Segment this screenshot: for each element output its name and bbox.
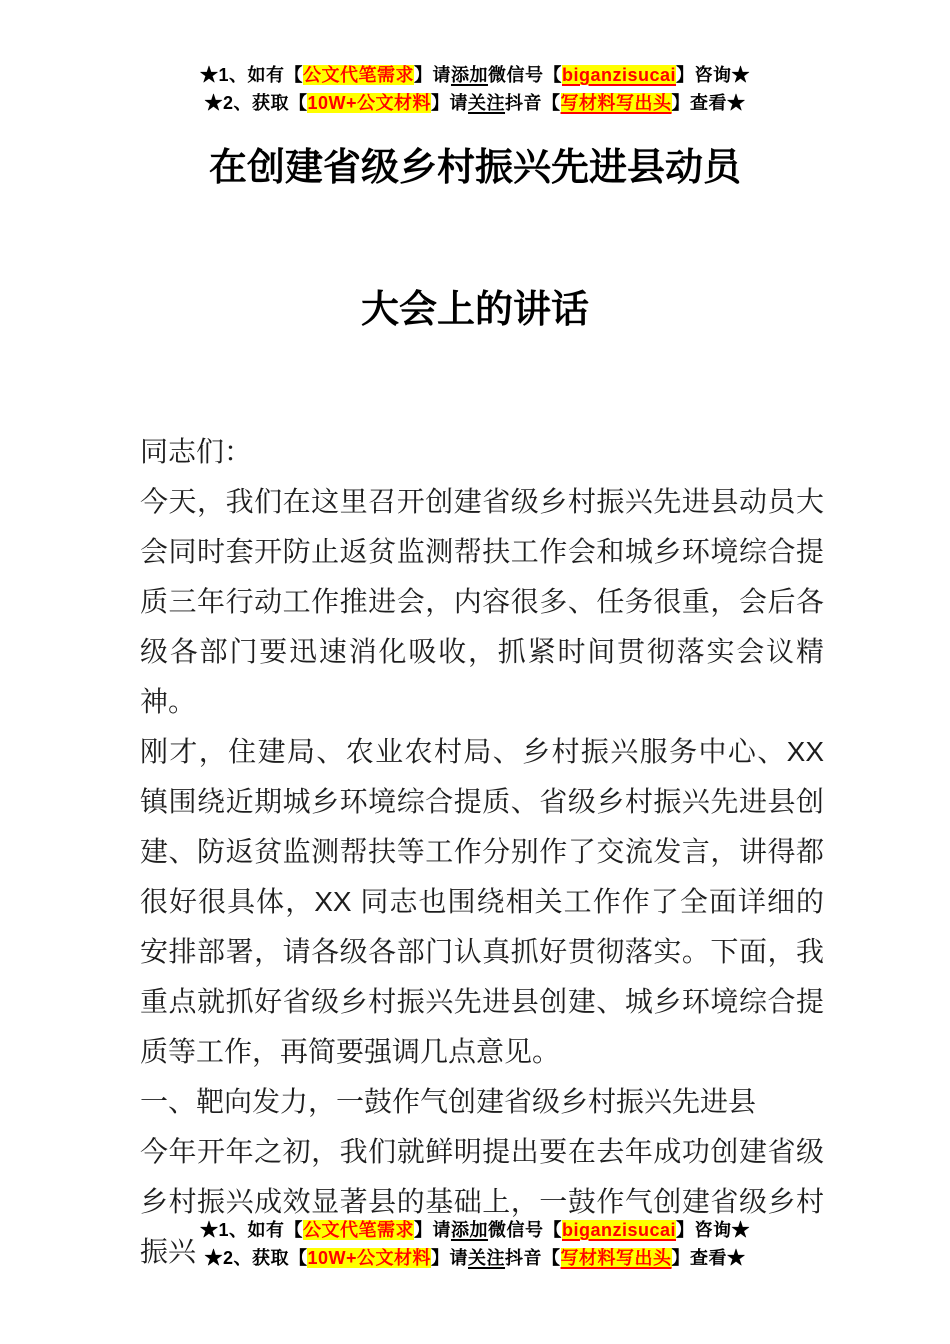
promo-highlight-text: 10W+公文材料 [307, 93, 432, 113]
promo-highlight-text: 写材料写出头 [560, 1248, 672, 1268]
promo-header [0, 61, 950, 117]
promo-text: 抖音【 [505, 1248, 561, 1268]
promo-text: 微信号【 [487, 65, 562, 85]
promo-text: 微信号【 [487, 1220, 562, 1240]
promo-line-1 [0, 61, 950, 89]
promo-text: 抖音【 [505, 93, 561, 113]
promo-text: 】请 [431, 1248, 469, 1268]
promo-highlight-text: 写材料写出头 [560, 93, 672, 113]
promo-text: ★1、如有【 [199, 65, 303, 85]
body-paragraph: 今年开年之初，我们就鲜明提出要在去年成功创建省级乡村振兴成效显著县的基础上，一鼓作气创建省级乡村振兴 [140, 1136, 824, 1267]
promo-highlight-text: 公文代笔需求 [302, 1220, 414, 1240]
promo-text: 】咨询★ [676, 1220, 751, 1240]
promo-text: 关注 [468, 93, 506, 113]
promo-text: ★2、获取【 [204, 1248, 308, 1268]
promo-line-1 [0, 1216, 950, 1244]
promo-text: 关注 [468, 1248, 506, 1268]
promo-text: ★2、获取【 [204, 93, 308, 113]
promo-highlight-text: biganzisucai [561, 1220, 677, 1240]
promo-text: 】请 [413, 65, 451, 85]
promo-line-2 [0, 1244, 950, 1272]
promo-text: 】请 [413, 1220, 451, 1240]
promo-highlight-text: biganzisucai [561, 65, 677, 85]
promo-highlight-text: 公文代笔需求 [302, 65, 414, 85]
promo-footer [0, 1216, 950, 1272]
body-paragraph: 刚才，住建局、农业农村局、乡村振兴服务中心、XX 镇围绕近期城乡环境综合提质、省级乡村振兴先进县创建、防返贫监测帮扶等工作分别作了交流发言，讲得都很好很具体，XX 同志也围绕相关工作作了全面详细的安排部署，请各级各部门认真抓好贯彻落实。下面，我重点就抓好省级乡村振兴先进县创建、城乡环境综合提质等工作，再简要强调几点意见。 [140, 736, 824, 1067]
promo-text: 添加 [450, 65, 488, 85]
doc-body [140, 427, 824, 1277]
promo-text: 】咨询★ [676, 65, 751, 85]
promo-text: 】查看★ [671, 1248, 746, 1268]
promo-text: 】请 [431, 93, 469, 113]
promo-text: 】查看★ [671, 93, 746, 113]
promo-text: ★1、如有【 [199, 1220, 303, 1240]
promo-line-2 [0, 89, 950, 117]
promo-highlight-text: 10W+公文材料 [307, 1248, 432, 1268]
doc-title-line-2: 大会上的讲话 [360, 289, 589, 331]
body-paragraph: 同志们： [140, 436, 253, 467]
body-paragraph: 今天，我们在这里召开创建省级乡村振兴先进县动员大会同时套开防止返贫监测帮扶工作会和城乡环境综合提质三年行动工作推进会，内容很多、任务很重，会后各级各部门要迅速消化吸收，抓紧时间贯彻落实会议精神。 [140, 486, 824, 717]
promo-text: 添加 [450, 1220, 488, 1240]
doc-title-line-1: 在创建省级乡村振兴先进县动员 [208, 147, 741, 189]
body-section-heading: 一、靶向发力，一鼓作气创建省级乡村振兴先进县 [140, 1086, 757, 1117]
